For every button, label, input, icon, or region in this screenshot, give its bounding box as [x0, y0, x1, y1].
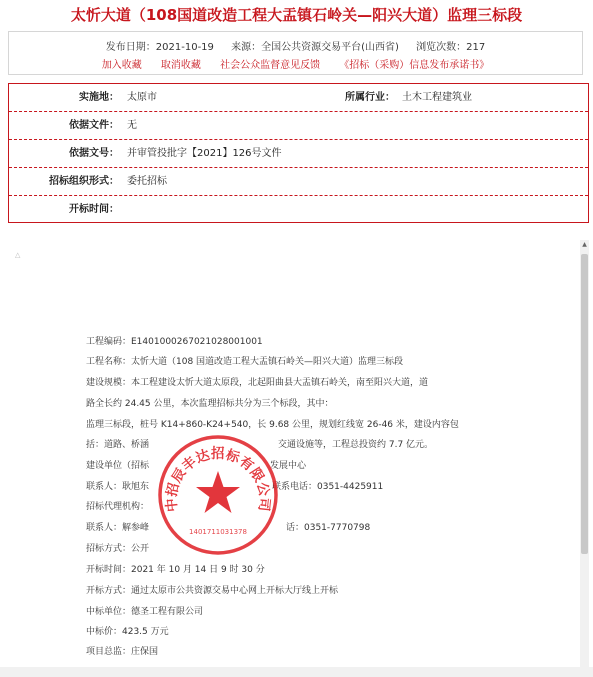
doc-line: 中标价：423.5 万元	[86, 627, 169, 637]
basis-doc-value: 并审管投批字【2021】126号文件	[127, 148, 282, 159]
org-form-label: 招标组织形式：	[49, 176, 119, 187]
open-time-label: 开标时间：	[69, 204, 119, 215]
location-label: 实施地：	[79, 92, 119, 103]
info-row-org-form	[9, 168, 588, 196]
company-seal	[156, 433, 280, 557]
industry-label: 所属行业：	[345, 92, 395, 103]
doc-line: 联系电话：0351-4425911	[272, 482, 384, 492]
basis-file-value: 无	[127, 120, 137, 131]
doc-line: 项目总监：庄保国	[86, 647, 159, 657]
basis-doc-label: 依据文号：	[69, 148, 119, 159]
svg-text:1401711031378: 1401711031378	[189, 528, 247, 536]
doc-line: 建设单位（招标	[86, 461, 150, 471]
doc-line: 交通设施等，工程总投资约 7.7 亿元。	[278, 440, 434, 450]
info-table	[8, 83, 589, 223]
page-title: 太忻大道（108国道改造工程大盂镇石岭关—阳兴大道）监理三标段	[70, 6, 523, 24]
meta-box	[8, 31, 583, 75]
svg-text:中招辰丰达招标有限公司: 中招辰丰达招标有限公司	[163, 446, 273, 513]
doc-line: 开标时间：2021 年 10 月 14 日 9 时 30 分	[86, 565, 265, 575]
doc-line: 工程名称：太忻大道（108 国道改造工程大盂镇石岭关—阳兴大道）监理三标段	[86, 357, 404, 367]
doc-line: 开标方式：通过太原市公共资源交易中心网上开标大厅线上开标	[86, 586, 339, 596]
doc-line: 招标方式：公开	[86, 544, 150, 554]
org-form-value: 委托招标	[127, 176, 167, 187]
doc-line: 工程编码：E1401000267021028001001	[86, 337, 263, 347]
doc-line: 监理三标段，桩号 K14+860-K24+540，长 9.68 公里，规划红线宽 26-46 米，建设内容包	[86, 420, 459, 430]
view-count: 浏览次数：217	[416, 42, 486, 53]
meta-actions	[9, 56, 582, 71]
doc-line: 中标单位：德圣工程有限公司	[86, 607, 204, 617]
commitment-link[interactable]: 《招标（采购）信息发布承诺书》	[339, 60, 490, 71]
doc-line: 建设规模：本工程建设太忻大道太原段，北起阳曲县大盂镇石岭关，南至阳兴大道，道	[86, 378, 429, 388]
location-value: 太原市	[127, 92, 157, 103]
add-favorite-link[interactable]: 加入收藏	[101, 60, 142, 71]
meta-info	[9, 38, 582, 53]
document-scrollbar[interactable]	[580, 240, 589, 677]
document-viewer[interactable]	[8, 240, 589, 677]
info-row-basis-file	[9, 112, 588, 140]
info-row-basis-doc	[9, 140, 588, 168]
doc-line: 联系人：耿旭东	[86, 482, 150, 492]
doc-line: 路全长约 24.45 公里，本次监理招标共分为三个标段，其中：	[86, 399, 334, 409]
doc-line: 括：道路、桥涵	[86, 440, 150, 450]
info-row-open-time	[9, 196, 588, 224]
industry-value: 土木工程建筑业	[402, 92, 472, 103]
info-row-location	[9, 84, 588, 112]
doc-line: 发展中心	[270, 461, 307, 471]
feedback-link[interactable]: 社会公众监督意见反馈	[220, 60, 321, 71]
source: 来源：全国公共资源交易平台(山西省)	[231, 42, 399, 53]
publish-date: 发布日期：2021-10-19	[105, 42, 214, 53]
image-placeholder-icon: △	[15, 251, 21, 259]
scroll-up-arrow-icon[interactable]: ▲	[582, 241, 587, 248]
doc-line: 话：0351-7770798	[286, 523, 371, 533]
remove-favorite-link[interactable]: 取消收藏	[160, 60, 201, 71]
scroll-thumb[interactable]	[581, 254, 588, 554]
doc-line: 招标代理机构：	[86, 502, 150, 512]
basis-file-label: 依据文件：	[69, 120, 119, 131]
horizontal-scrollbar[interactable]	[0, 667, 593, 677]
doc-line: 联系人：解参峰	[86, 523, 150, 533]
